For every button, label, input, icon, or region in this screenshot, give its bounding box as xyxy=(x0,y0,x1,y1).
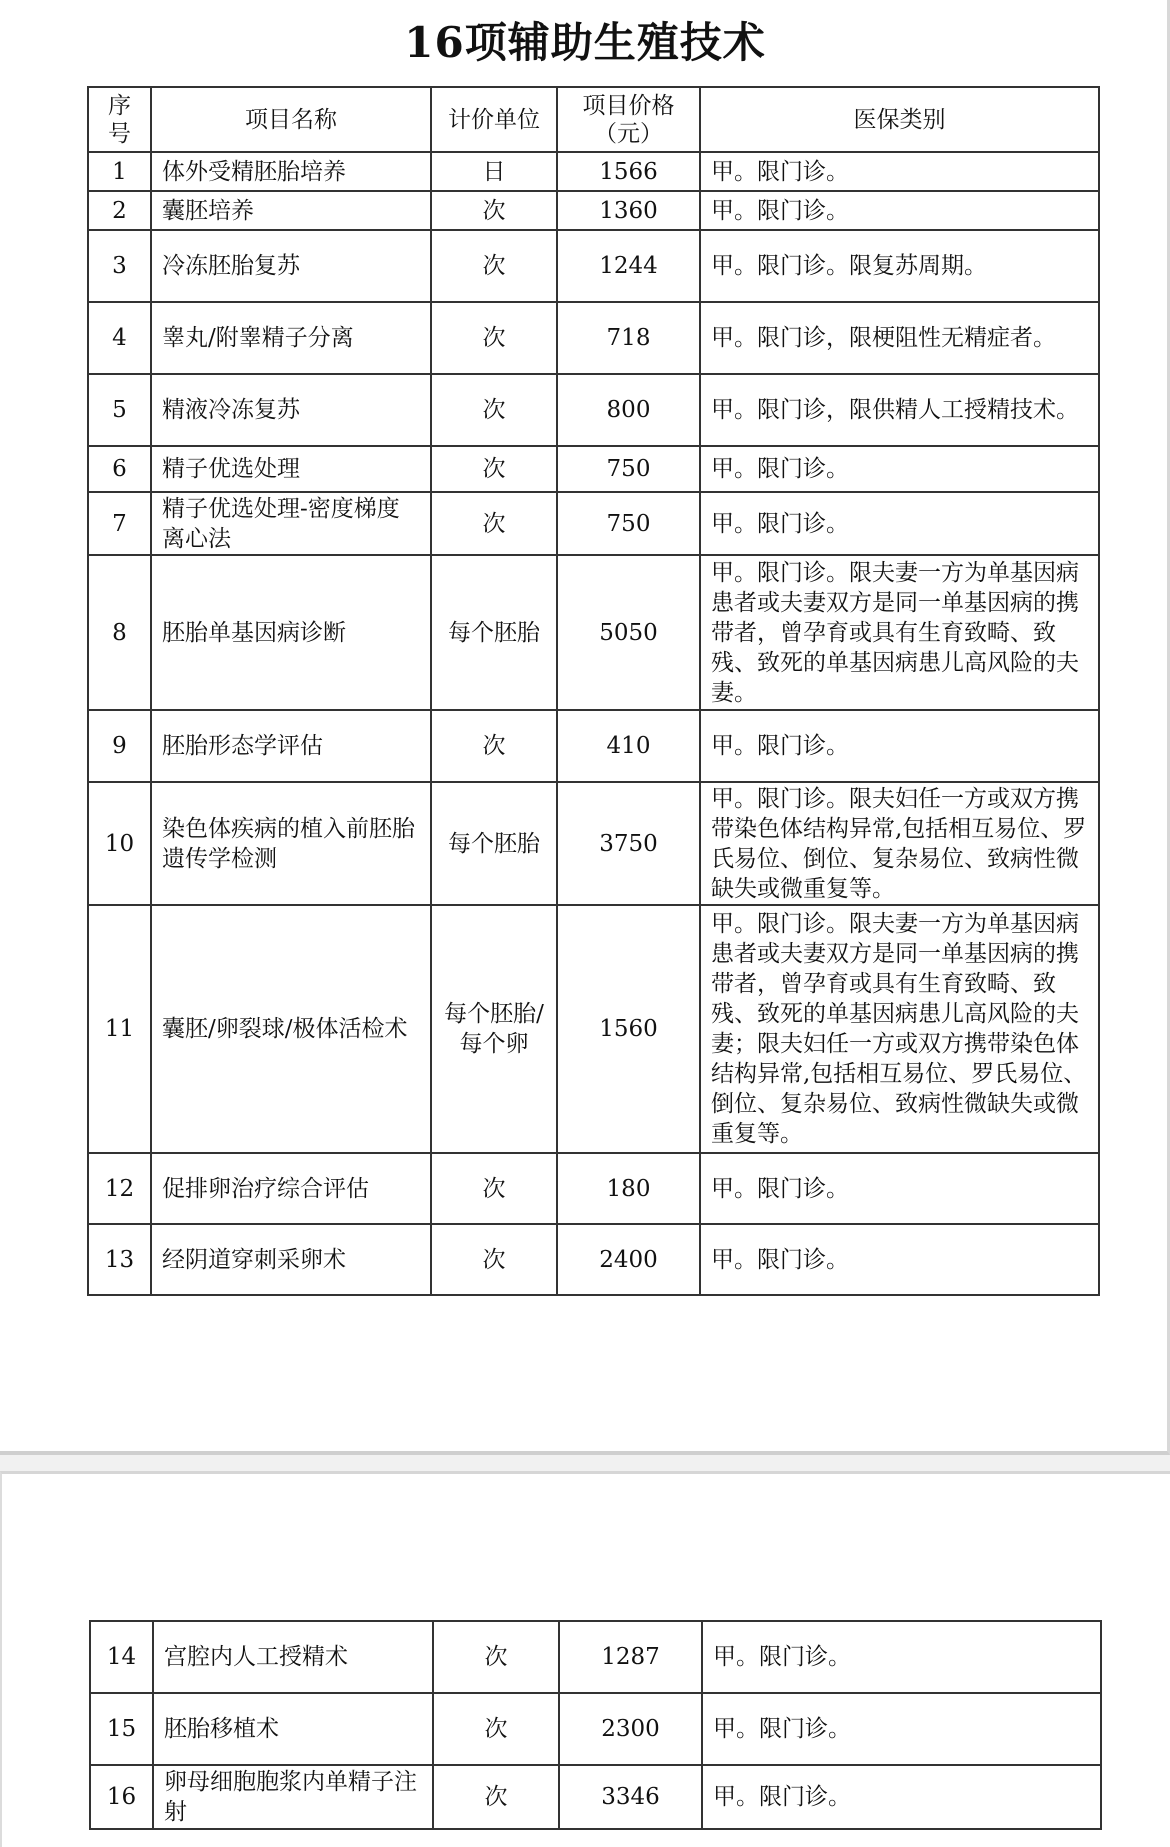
row-price: 1360 xyxy=(557,191,700,230)
document-page-2 xyxy=(0,1471,1170,1847)
row-price: 3750 xyxy=(557,782,700,905)
row-price: 180 xyxy=(557,1153,700,1224)
table-row xyxy=(88,230,1099,302)
row-unit: 次 xyxy=(431,1224,557,1295)
row-category: 甲。限门诊。限复苏周期。 xyxy=(700,230,1099,302)
table-header-row xyxy=(88,87,1099,152)
fee-table-part-2 xyxy=(89,1620,1102,1830)
row-price: 410 xyxy=(557,710,700,782)
row-price: 2400 xyxy=(557,1224,700,1295)
row-unit: 日 xyxy=(431,152,557,191)
row-no: 11 xyxy=(88,905,151,1153)
row-unit: 次 xyxy=(433,1693,559,1765)
row-no: 14 xyxy=(90,1621,153,1693)
row-price: 750 xyxy=(557,446,700,492)
table-row xyxy=(90,1693,1101,1765)
row-name: 囊胚/卵裂球/极体活检术 xyxy=(151,905,431,1153)
row-price: 1244 xyxy=(557,230,700,302)
row-price: 1566 xyxy=(557,152,700,191)
row-category: 甲。限门诊。 xyxy=(700,1224,1099,1295)
row-category: 甲。限门诊。 xyxy=(700,492,1099,555)
row-price: 1287 xyxy=(559,1621,702,1693)
row-no: 7 xyxy=(88,492,151,555)
row-category: 甲。限门诊。 xyxy=(700,1153,1099,1224)
row-unit: 每个胚胎 xyxy=(431,555,557,710)
row-name: 经阴道穿刺采卵术 xyxy=(151,1224,431,1295)
row-name: 精子优选处理 xyxy=(151,446,431,492)
header-price: 项目价格 （元） xyxy=(557,87,700,152)
row-category: 甲。限门诊。 xyxy=(700,446,1099,492)
row-name: 胚胎单基因病诊断 xyxy=(151,555,431,710)
row-unit: 次 xyxy=(433,1765,559,1829)
document-title: 16项辅助生殖技术 xyxy=(404,18,766,67)
row-name: 促排卵治疗综合评估 xyxy=(151,1153,431,1224)
table-row xyxy=(88,492,1099,555)
row-category: 甲。限门诊，限梗阻性无精症者。 xyxy=(700,302,1099,374)
row-category: 甲。限门诊。 xyxy=(702,1765,1101,1829)
row-no: 12 xyxy=(88,1153,151,1224)
row-no: 4 xyxy=(88,302,151,374)
row-unit: 次 xyxy=(431,302,557,374)
row-unit: 次 xyxy=(431,191,557,230)
row-name: 卵母细胞胞浆内单精子注射 xyxy=(153,1765,433,1829)
row-category: 甲。限门诊。 xyxy=(702,1693,1101,1765)
row-category: 甲。限门诊，限供精人工授精技术。 xyxy=(700,374,1099,446)
row-price: 5050 xyxy=(557,555,700,710)
row-no: 16 xyxy=(90,1765,153,1829)
row-no: 15 xyxy=(90,1693,153,1765)
row-name: 睾丸/附睾精子分离 xyxy=(151,302,431,374)
row-price: 800 xyxy=(557,374,700,446)
row-name: 精子优选处理-密度梯度离心法 xyxy=(151,492,431,555)
row-category: 甲。限门诊。限夫妻一方为单基因病患者或夫妻双方是同一单基因病的携带者，曾孕育或具有生育致畸、致残、致死的单基因病患儿高风险的夫妻；限夫妇任一方或双方携带染色体结构异常,包括相互易位、罗氏易位、倒位、复杂易位、致病性微缺失或微重复等。 xyxy=(700,905,1099,1153)
row-category: 甲。限门诊。 xyxy=(700,152,1099,191)
table-row xyxy=(88,1153,1099,1224)
row-no: 5 xyxy=(88,374,151,446)
row-price: 718 xyxy=(557,302,700,374)
header-category: 医保类别 xyxy=(700,87,1099,152)
row-category: 甲。限门诊。 xyxy=(702,1621,1101,1693)
row-no: 13 xyxy=(88,1224,151,1295)
row-unit: 次 xyxy=(433,1621,559,1693)
row-unit: 次 xyxy=(431,230,557,302)
table-row xyxy=(88,1224,1099,1295)
table-row xyxy=(88,191,1099,230)
table-row xyxy=(88,152,1099,191)
row-unit: 次 xyxy=(431,710,557,782)
row-unit: 次 xyxy=(431,374,557,446)
header-unit: 计价单位 xyxy=(431,87,557,152)
fee-table-part-1 xyxy=(87,86,1100,1296)
row-name: 染色体疾病的植入前胚胎遗传学检测 xyxy=(151,782,431,905)
row-category: 甲。限门诊。限夫妻一方为单基因病患者或夫妻双方是同一单基因病的携带者，曾孕育或具有生育致畸、致残、致死的单基因病患儿高风险的夫妻。 xyxy=(700,555,1099,710)
header-no: 序 号 xyxy=(88,87,151,152)
table-row xyxy=(88,446,1099,492)
row-unit: 次 xyxy=(431,492,557,555)
table-row xyxy=(88,302,1099,374)
row-no: 2 xyxy=(88,191,151,230)
row-name: 胚胎形态学评估 xyxy=(151,710,431,782)
row-name: 精液冷冻复苏 xyxy=(151,374,431,446)
row-name: 体外受精胚胎培养 xyxy=(151,152,431,191)
table-row xyxy=(88,555,1099,710)
row-name: 胚胎移植术 xyxy=(153,1693,433,1765)
row-no: 10 xyxy=(88,782,151,905)
row-unit: 次 xyxy=(431,1153,557,1224)
table-row xyxy=(88,710,1099,782)
row-name: 宫腔内人工授精术 xyxy=(153,1621,433,1693)
row-unit: 次 xyxy=(431,446,557,492)
row-no: 8 xyxy=(88,555,151,710)
row-name: 囊胚培养 xyxy=(151,191,431,230)
row-price: 3346 xyxy=(559,1765,702,1829)
table-row xyxy=(90,1765,1101,1829)
page-gap xyxy=(0,1455,1170,1471)
table-row xyxy=(88,374,1099,446)
row-unit: 每个胚胎/每个卵 xyxy=(431,905,557,1153)
row-no: 1 xyxy=(88,152,151,191)
row-name: 冷冻胚胎复苏 xyxy=(151,230,431,302)
row-category: 甲。限门诊。限夫妇任一方或双方携带染色体结构异常,包括相互易位、罗氏易位、倒位、复杂易位、致病性微缺失或微重复等。 xyxy=(700,782,1099,905)
row-price: 2300 xyxy=(559,1693,702,1765)
row-no: 3 xyxy=(88,230,151,302)
header-name: 项目名称 xyxy=(151,87,431,152)
row-unit: 每个胚胎 xyxy=(431,782,557,905)
table-row xyxy=(88,782,1099,905)
row-category: 甲。限门诊。 xyxy=(700,710,1099,782)
row-no: 6 xyxy=(88,446,151,492)
row-price: 1560 xyxy=(557,905,700,1153)
row-category: 甲。限门诊。 xyxy=(700,191,1099,230)
table-row xyxy=(90,1621,1101,1693)
table-row xyxy=(88,905,1099,1153)
row-no: 9 xyxy=(88,710,151,782)
row-price: 750 xyxy=(557,492,700,555)
